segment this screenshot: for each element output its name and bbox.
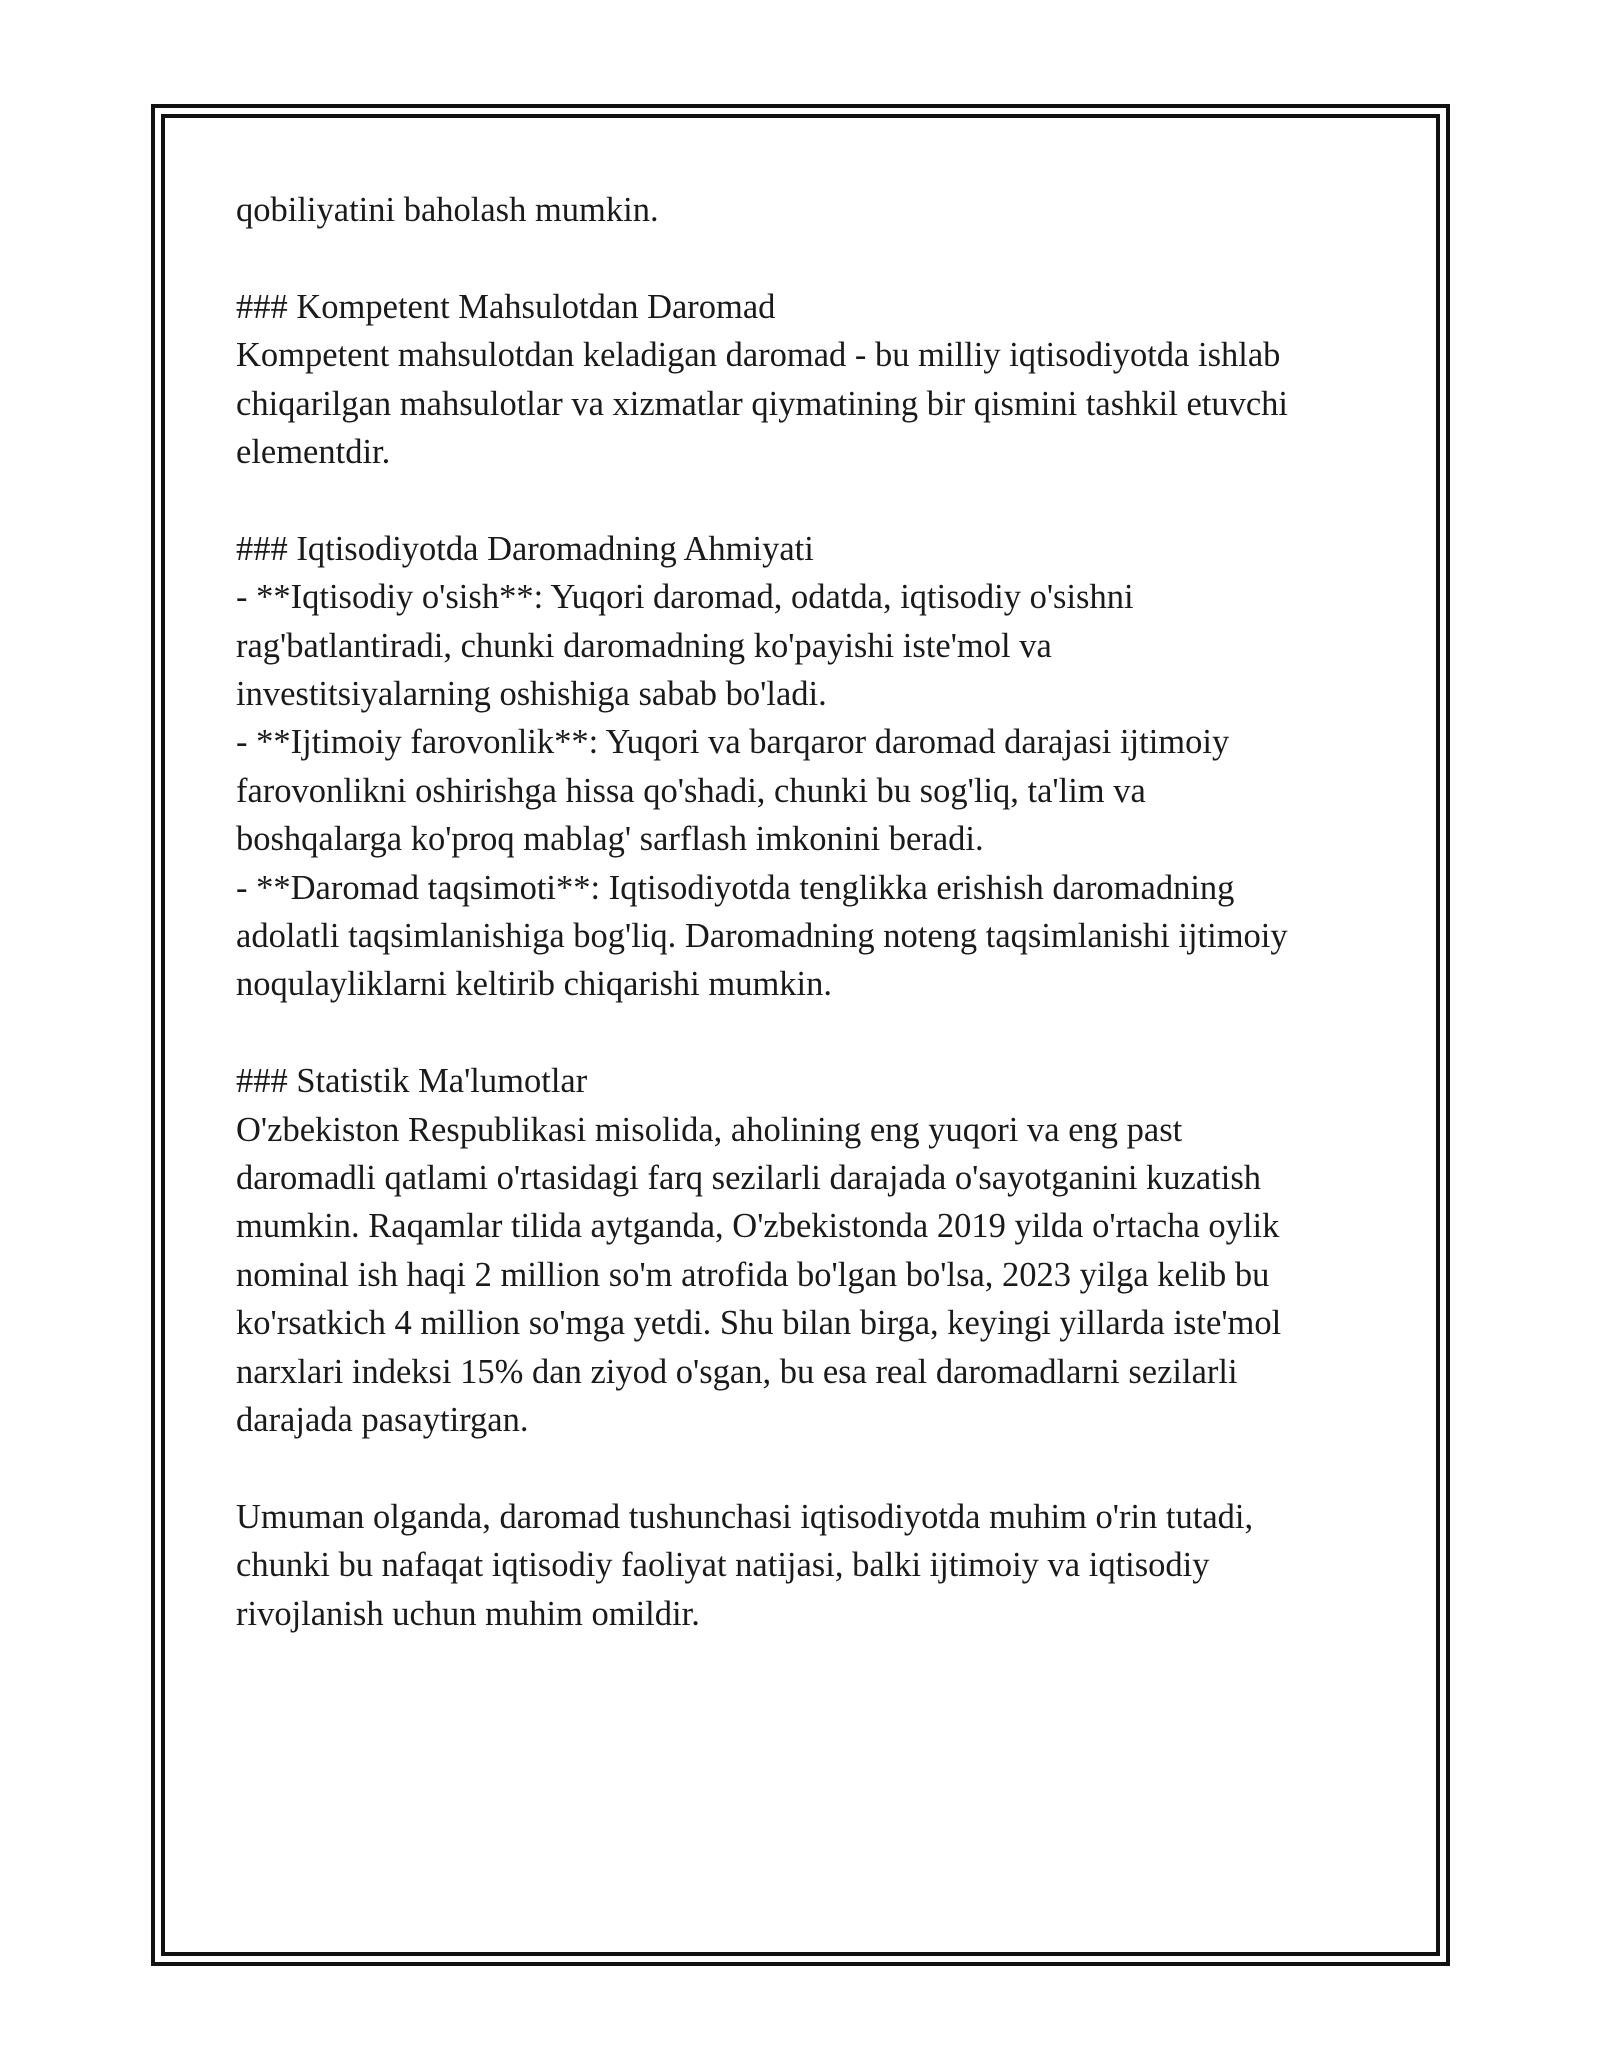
paragraph-line: daromadli qatlami o'rtasidagi farq sezilarli darajada o'sayotganini kuzatish xyxy=(236,1159,1262,1198)
list-item-line: adolatli taqsimlanishiga bog'liq. Daromadning noteng taqsimlanishi ijtimoiy xyxy=(236,917,1288,956)
paragraph-line: rivojlanish uchun muhim omildir. xyxy=(236,1594,700,1633)
list-item-line: boshqalarga ko'proq mablag' sarflash imkonini beradi. xyxy=(236,820,984,859)
paragraph-line: elementdir. xyxy=(236,433,391,472)
paragraph-line: O'zbekiston Respublikasi misolida, aholining eng yuqori va eng past xyxy=(236,1110,1183,1149)
section-daromad-ahmiyati xyxy=(236,525,1376,1009)
section-heading: ### Iqtisodiyotda Daromadning Ahmiyati xyxy=(236,529,814,568)
list-item-line: - **Iqtisodiy o'sish**: Yuqori daromad, odatda, iqtisodiy o'sishni xyxy=(236,578,1134,617)
list-item-line: - **Ijtimoiy farovonlik**: Yuqori va barqaror daromad darajasi ijtimoiy xyxy=(236,723,1230,762)
paragraph-gap xyxy=(236,234,1376,282)
paragraph-line: narxlari indeksi 15% dan ziyod o'sgan, bu esa real daromadlarni sezilarli xyxy=(236,1352,1238,1391)
intro-line: qobiliyatini baholash mumkin. xyxy=(236,191,659,229)
paragraph-line: Kompetent mahsulotdan keladigan daromad - bu milliy iqtisodiyotda ishlab xyxy=(236,336,1281,375)
document-body xyxy=(236,186,1376,1638)
paragraph-line: chiqarilgan mahsulotlar va xizmatlar qiymatining bir qismini tashkil etuvchi xyxy=(236,384,1289,423)
list-item-line: - **Daromad taqsimoti**: Iqtisodiyotda tenglikka erishish daromadning xyxy=(236,868,1235,907)
list-item-line: rag'batlantiradi, chunki daromadning ko'payishi iste'mol va xyxy=(236,626,1052,665)
section-heading: ### Statistik Ma'lumotlar xyxy=(236,1062,588,1101)
conclusion-paragraph xyxy=(236,1493,1376,1638)
list-item-line: farovonlikni oshirishga hissa qo'shadi, chunki bu sog'liq, ta'lim va xyxy=(236,771,1146,810)
paragraph-line: chunki bu nafaqat iqtisodiy faoliyat natijasi, balki ijtimoiy va iqtisodiy xyxy=(236,1546,1210,1585)
paragraph-gap xyxy=(236,1009,1376,1057)
paragraph-line: ko'rsatkich 4 million so'mga yetdi. Shu bilan birga, keyingi yillarda iste'mol xyxy=(236,1304,1282,1343)
paragraph-gap xyxy=(236,476,1376,524)
section-kompetent-mahsulot xyxy=(236,283,1376,477)
list-item-line: noqulayliklarni keltirib chiqarishi mumkin. xyxy=(236,965,832,1004)
section-heading: ### Kompetent Mahsulotdan Daromad xyxy=(236,287,776,326)
paragraph-line: Umuman olganda, daromad tushunchasi iqtisodiyotda muhim o'rin tutadi, xyxy=(236,1497,1254,1536)
paragraph-line: darajada pasaytirgan. xyxy=(236,1401,529,1440)
paragraph-line: mumkin. Raqamlar tilida aytganda, O'zbekistonda 2019 yilda o'rtacha oylik xyxy=(236,1207,1280,1246)
paragraph-gap xyxy=(236,1445,1376,1493)
section-statistik-malumotlar xyxy=(236,1057,1376,1444)
list-item-line: investitsiyalarning oshishiga sabab bo'ladi. xyxy=(236,675,827,714)
paragraph-line: nominal ish haqi 2 million so'm atrofida bo'lgan bo'lsa, 2023 yilga kelib bu xyxy=(236,1255,1270,1294)
